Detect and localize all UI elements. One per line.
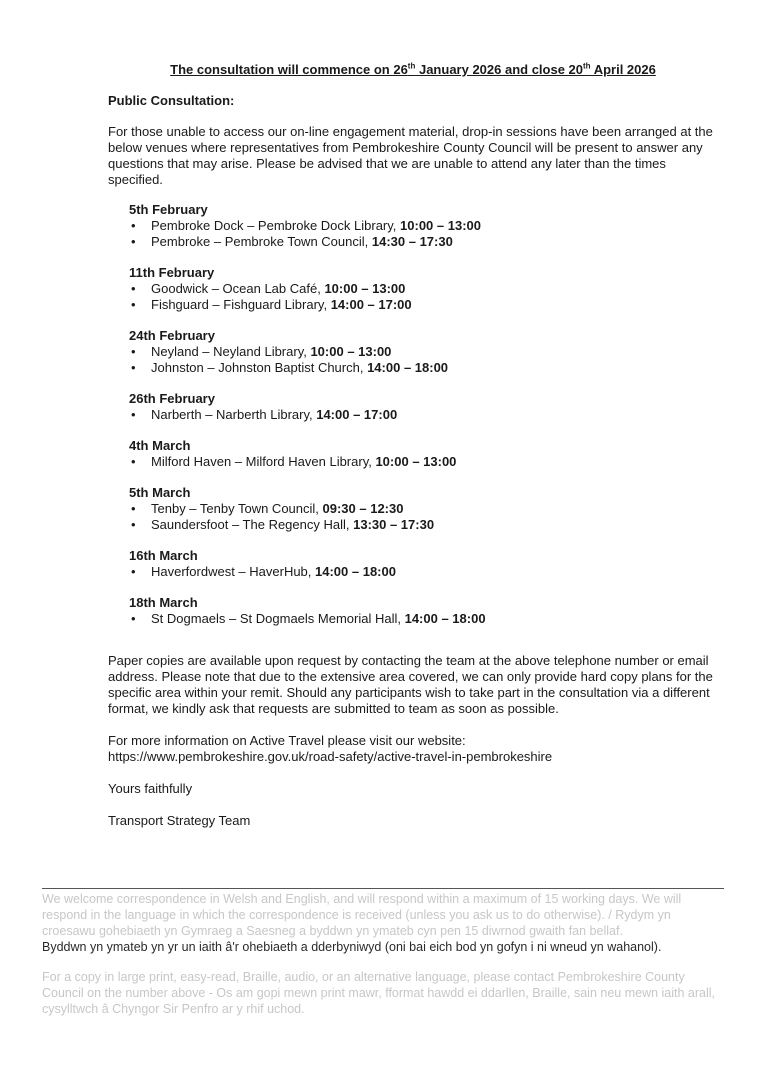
session-venue: Haverfordwest – HaverHub, <box>151 564 316 579</box>
session-venue: Narberth – Narberth Library, <box>151 407 317 422</box>
session-time: 10:00 – 13:00 <box>400 218 481 233</box>
session-time: 14:00 – 17:00 <box>316 407 398 422</box>
more-info-paragraph <box>108 733 720 765</box>
session-day <box>129 265 720 313</box>
session-list <box>129 281 720 313</box>
session-time: 14:00 – 18:00 <box>404 611 486 626</box>
intro-paragraph: For those unable to access our on-line engagement material, drop-in sessions have been arranged at the below venues where representatives from Pembrokeshire County Council will be present to answer any questions that may arise. Please be advised that we are unable to attend any later than the times specified. <box>108 124 713 187</box>
drop-in-sessions <box>129 202 720 627</box>
session-day <box>129 595 720 627</box>
session-item <box>129 234 720 250</box>
session-date: 11th February <box>129 265 215 280</box>
closing-salutation: Yours faithfully <box>108 781 193 796</box>
session-venue: Saundersfoot – The Regency Hall, <box>151 517 354 532</box>
session-item <box>129 297 720 313</box>
session-date: 5th March <box>129 485 191 500</box>
session-time: 14:00 – 18:00 <box>367 360 449 375</box>
session-day <box>129 438 720 470</box>
session-day <box>129 391 720 423</box>
session-item <box>129 407 720 423</box>
footer-welsh-english <box>42 891 724 955</box>
session-day <box>129 485 720 533</box>
session-venue: Neyland – Neyland Library, <box>151 344 311 359</box>
session-time: 10:00 – 13:00 <box>375 454 457 469</box>
session-venue: Milford Haven – Milford Haven Library, <box>151 454 376 469</box>
session-list <box>129 344 720 376</box>
session-day <box>129 328 720 376</box>
footer-alternative-formats: For a copy in large print, easy-read, Braille, audio, or an alternative language, please contact Pembrokeshire County Council on the number above - Os am gopi mewn print mawr, fformat hawdd ei ddarllen, Braille, sain neu mewn iaith arall, cysylltwch â Chyngor Sir Penfro ar y rhif uchod. <box>42 970 716 1016</box>
session-time: 10:00 – 13:00 <box>310 344 392 359</box>
session-date: 24th February <box>129 328 215 343</box>
session-time: 09:30 – 12:30 <box>322 501 404 516</box>
session-item <box>129 218 720 234</box>
session-time: 14:00 – 17:00 <box>330 297 412 312</box>
session-item <box>129 517 720 533</box>
signature: Transport Strategy Team <box>108 813 251 828</box>
session-list <box>129 454 720 470</box>
session-venue: Pembroke Dock – Pembroke Dock Library, <box>151 218 401 233</box>
session-item <box>129 454 720 470</box>
consultation-dates-headline: The consultation will commence on 26th January 2026 and close 20th April 2026 <box>170 61 656 77</box>
session-date: 26th February <box>129 391 215 406</box>
session-list <box>129 501 720 533</box>
session-venue: Pembroke – Pembroke Town Council, <box>151 234 372 249</box>
public-consultation-heading: Public Consultation: <box>108 93 235 108</box>
website-link[interactable]: https://www.pembrokeshire.gov.uk/road-safety/active-travel-in-pembrokeshire <box>108 749 553 764</box>
session-date: 16th March <box>129 548 198 563</box>
session-item <box>129 281 720 297</box>
session-list <box>129 407 720 423</box>
more-info-text: For more information on Active Travel please visit our website: <box>108 733 466 748</box>
session-list <box>129 564 720 580</box>
session-venue: Goodwick – Ocean Lab Café, <box>151 281 325 296</box>
session-venue: Tenby – Tenby Town Council, <box>151 501 323 516</box>
session-venue: St Dogmaels – St Dogmaels Memorial Hall, <box>151 611 405 626</box>
session-day <box>129 202 720 250</box>
session-list <box>129 611 720 627</box>
session-time: 14:00 – 18:00 <box>315 564 396 579</box>
paper-copies-paragraph: Paper copies are available upon request by contacting the team at the above telephone number or email address. Please note that due to the extensive area covered, we can only provide hard copy plans for the specific area within your remit. Should any participants wish to take part in the consultation via a different format, we kindly ask that requests are submitted to team as soon as possible. <box>108 653 713 716</box>
session-venue: Fishguard – Fishguard Library, <box>151 297 331 312</box>
session-date: 5th February <box>129 202 208 217</box>
session-item <box>129 611 720 627</box>
session-time: 10:00 – 13:00 <box>324 281 406 296</box>
session-item <box>129 344 720 360</box>
session-day <box>129 548 720 580</box>
session-item <box>129 501 720 517</box>
language-footer <box>42 888 724 1017</box>
session-date: 4th March <box>129 438 191 453</box>
session-venue: Johnston – Johnston Baptist Church, <box>151 360 368 375</box>
footer-welsh-english-text: We welcome correspondence in Welsh and English, and will respond within a maximum of 15 working days. We will respond in the language in which the correspondence is received (unless you ask us to do otherwise). / Rydym yn croesawu gohebiaeth yn Gymraeg a Saesneg a byddwn yn ymateb cyn pen 15 diwrnod gwaith fan bellaf. <box>42 892 682 938</box>
session-time: 14:30 – 17:30 <box>371 234 453 249</box>
session-time: 13:30 – 17:30 <box>353 517 435 532</box>
letter-body <box>108 62 720 829</box>
session-date: 18th March <box>129 595 198 610</box>
footer-welsh-reply-text: Byddwn yn ymateb yn yr un iaith â'r ohebiaeth a dderbyniwyd (oni bai eich bod yn gofyn i ni wneud yn wahanol). <box>42 940 662 954</box>
session-item <box>129 360 720 376</box>
session-item <box>129 564 720 580</box>
session-list <box>129 218 720 250</box>
